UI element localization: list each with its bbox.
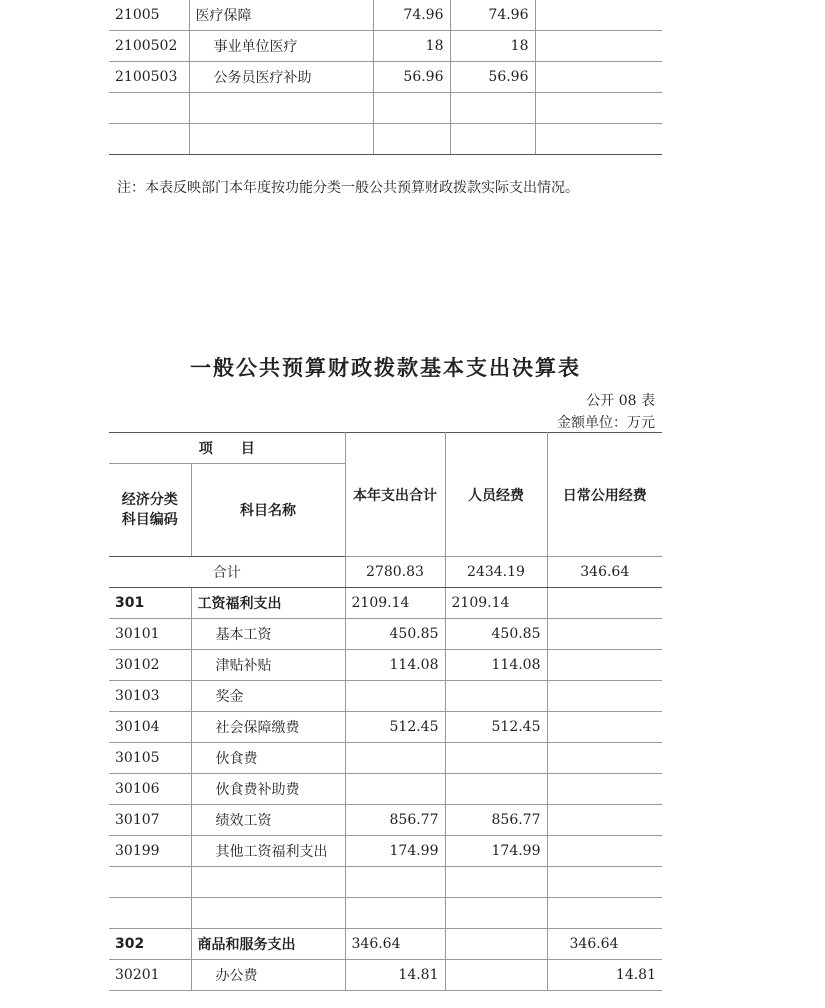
row-code: 30201 bbox=[109, 960, 191, 991]
row-name: 事业单位医疗 bbox=[189, 31, 373, 62]
row-personnel bbox=[445, 960, 547, 991]
row-code: 301 bbox=[109, 588, 191, 619]
row-public bbox=[547, 743, 662, 774]
header-row bbox=[109, 433, 662, 464]
page-title: 一般公共预算财政拨款基本支出决算表 bbox=[190, 355, 581, 380]
row-code: 30104 bbox=[109, 712, 191, 743]
row-total bbox=[373, 93, 450, 124]
row-name: 工资福利支出 bbox=[191, 588, 345, 619]
table-number: 公开 08 表 bbox=[586, 393, 655, 409]
row-total: 114.08 bbox=[345, 650, 445, 681]
row-personnel bbox=[445, 867, 547, 898]
row-project bbox=[535, 62, 662, 93]
row-basic: 18 bbox=[450, 31, 535, 62]
row-code bbox=[109, 93, 189, 124]
row-public: 14.81 bbox=[547, 960, 662, 991]
row-public bbox=[547, 681, 662, 712]
table-row bbox=[109, 124, 662, 155]
row-code bbox=[109, 124, 189, 155]
row-personnel bbox=[445, 774, 547, 805]
row-code: 2100502 bbox=[109, 31, 189, 62]
row-total: 346.64 bbox=[345, 929, 445, 960]
row-code: 30103 bbox=[109, 681, 191, 712]
row-name bbox=[189, 93, 373, 124]
row-name: 公务员医疗补助 bbox=[189, 62, 373, 93]
row-code: 30107 bbox=[109, 805, 191, 836]
header-name: 科目名称 bbox=[191, 464, 345, 557]
sum-personnel: 2434.19 bbox=[445, 557, 547, 588]
row-total: 74.96 bbox=[373, 0, 450, 31]
row-public bbox=[547, 619, 662, 650]
header-personnel: 人员经费 bbox=[445, 433, 547, 557]
table-row bbox=[109, 960, 662, 991]
row-name bbox=[191, 867, 345, 898]
table-row bbox=[109, 93, 662, 124]
table-row bbox=[109, 774, 662, 805]
table-row bbox=[109, 743, 662, 774]
row-total: 18 bbox=[373, 31, 450, 62]
row-total bbox=[373, 124, 450, 155]
row-public: 346.64 bbox=[547, 929, 662, 960]
row-code bbox=[109, 867, 191, 898]
row-basic: 74.96 bbox=[450, 0, 535, 31]
row-personnel bbox=[445, 929, 547, 960]
row-name: 商品和服务支出 bbox=[191, 929, 345, 960]
unit-label: 金额单位：万元 bbox=[557, 415, 655, 431]
row-project bbox=[535, 93, 662, 124]
row-name: 其他工资福利支出 bbox=[191, 836, 345, 867]
row-name bbox=[189, 124, 373, 155]
table-note: 注：本表反映部门本年度按功能分类一般公共预算财政拨款实际支出情况。 bbox=[117, 180, 579, 196]
row-total bbox=[345, 681, 445, 712]
row-code: 2100503 bbox=[109, 62, 189, 93]
table-row bbox=[109, 619, 662, 650]
table-row bbox=[109, 836, 662, 867]
sum-label: 合计 bbox=[109, 557, 345, 588]
row-code: 302 bbox=[109, 929, 191, 960]
sum-total: 2780.83 bbox=[345, 557, 445, 588]
row-public bbox=[547, 650, 662, 681]
table-row bbox=[109, 712, 662, 743]
row-total bbox=[345, 774, 445, 805]
row-public bbox=[547, 867, 662, 898]
row-basic: 56.96 bbox=[450, 62, 535, 93]
row-personnel: 512.45 bbox=[445, 712, 547, 743]
row-project bbox=[535, 31, 662, 62]
row-personnel: 856.77 bbox=[445, 805, 547, 836]
row-public bbox=[547, 836, 662, 867]
row-name: 基本工资 bbox=[191, 619, 345, 650]
table-row bbox=[109, 805, 662, 836]
table-row bbox=[109, 31, 662, 62]
sum-row bbox=[109, 557, 662, 588]
row-name bbox=[191, 898, 345, 929]
row-total bbox=[345, 867, 445, 898]
table-row bbox=[109, 588, 662, 619]
row-public bbox=[547, 588, 662, 619]
header-total: 本年支出合计 bbox=[345, 433, 445, 557]
row-name: 社会保障缴费 bbox=[191, 712, 345, 743]
row-code: 30106 bbox=[109, 774, 191, 805]
row-total bbox=[345, 743, 445, 774]
row-code bbox=[109, 898, 191, 929]
row-total: 856.77 bbox=[345, 805, 445, 836]
row-code: 21005 bbox=[109, 0, 189, 31]
functional-expenditure-table bbox=[109, 0, 662, 155]
row-project bbox=[535, 0, 662, 31]
row-name: 办公费 bbox=[191, 960, 345, 991]
table-row bbox=[109, 62, 662, 93]
table-row bbox=[109, 898, 662, 929]
row-public bbox=[547, 898, 662, 929]
row-total: 56.96 bbox=[373, 62, 450, 93]
row-name: 绩效工资 bbox=[191, 805, 345, 836]
table-row bbox=[109, 0, 662, 31]
basic-expenditure-table bbox=[109, 432, 662, 991]
row-personnel: 2109.14 bbox=[445, 588, 547, 619]
row-name: 伙食费补助费 bbox=[191, 774, 345, 805]
row-name: 奖金 bbox=[191, 681, 345, 712]
row-total: 512.45 bbox=[345, 712, 445, 743]
row-total: 2109.14 bbox=[345, 588, 445, 619]
row-name: 伙食费 bbox=[191, 743, 345, 774]
row-code: 30101 bbox=[109, 619, 191, 650]
header-code: 经济分类科目编码 bbox=[109, 464, 191, 557]
row-code: 30105 bbox=[109, 743, 191, 774]
row-basic bbox=[450, 93, 535, 124]
row-code: 30102 bbox=[109, 650, 191, 681]
row-personnel bbox=[445, 898, 547, 929]
row-basic bbox=[450, 124, 535, 155]
row-public bbox=[547, 774, 662, 805]
row-total: 174.99 bbox=[345, 836, 445, 867]
row-personnel: 114.08 bbox=[445, 650, 547, 681]
row-personnel bbox=[445, 743, 547, 774]
header-project: 项 目 bbox=[109, 433, 345, 464]
row-total: 14.81 bbox=[345, 960, 445, 991]
table-row bbox=[109, 867, 662, 898]
row-project bbox=[535, 124, 662, 155]
table-row bbox=[109, 650, 662, 681]
table-row bbox=[109, 681, 662, 712]
row-personnel: 450.85 bbox=[445, 619, 547, 650]
row-personnel bbox=[445, 681, 547, 712]
row-name: 医疗保障 bbox=[189, 0, 373, 31]
row-total bbox=[345, 898, 445, 929]
row-public bbox=[547, 712, 662, 743]
row-public bbox=[547, 805, 662, 836]
row-name: 津贴补贴 bbox=[191, 650, 345, 681]
row-code: 30199 bbox=[109, 836, 191, 867]
row-personnel: 174.99 bbox=[445, 836, 547, 867]
row-total: 450.85 bbox=[345, 619, 445, 650]
header-public: 日常公用经费 bbox=[547, 433, 662, 557]
sum-public: 346.64 bbox=[547, 557, 662, 588]
table-row bbox=[109, 929, 662, 960]
